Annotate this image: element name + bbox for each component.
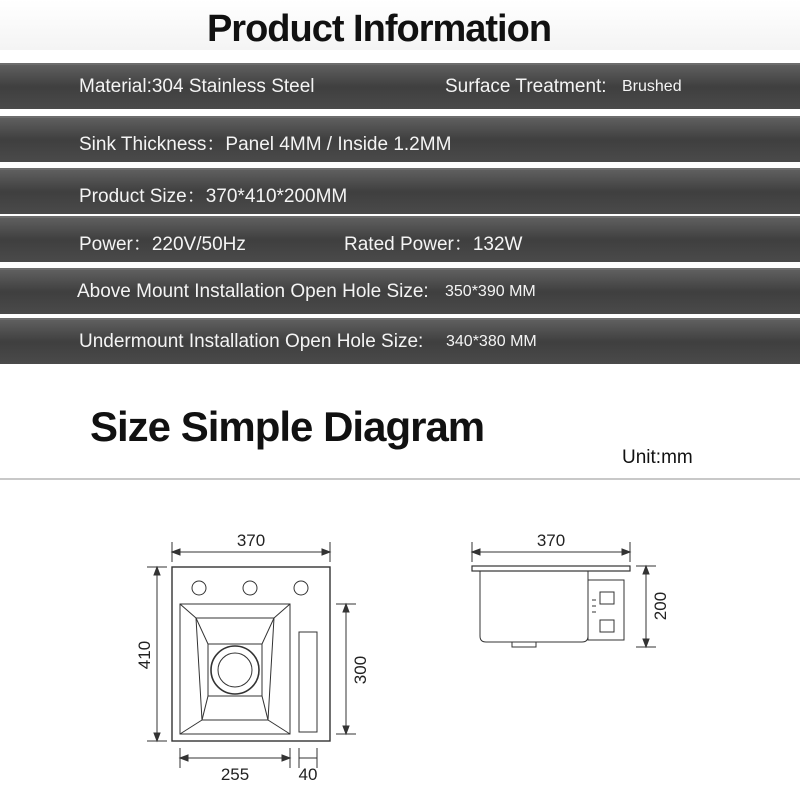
- size-text: Product Size：370*410*200MM: [79, 186, 348, 207]
- power-text: Power：220V/50Hz: [79, 234, 246, 255]
- top-view-sink: [172, 567, 330, 741]
- page-title: Product Information: [206, 8, 552, 50]
- undermount-value: 340*380 MM: [446, 333, 537, 350]
- top-height-label: 410: [135, 640, 154, 670]
- diagram-title: Size Simple Diagram: [90, 403, 485, 450]
- inner-height-label: 300: [351, 655, 370, 685]
- side-width-label: 370: [536, 531, 566, 550]
- above-mount-value: 350*390 MM: [445, 283, 536, 300]
- top-width-label: 370: [236, 531, 266, 550]
- material-text: Material:304 Stainless Steel: [79, 76, 315, 97]
- undermount-label: Undermount Installation Open Hole Size:: [79, 331, 424, 352]
- inner-width-label: 255: [220, 765, 250, 784]
- surface-label: Surface Treatment:: [445, 76, 607, 97]
- rated-power-text: Rated Power：132W: [344, 234, 523, 255]
- thickness-text: Sink Thickness：Panel 4MM / Inside 1.2MM: [79, 134, 452, 155]
- slot-width-label: 40: [298, 765, 318, 784]
- side-height-label: 200: [651, 591, 670, 621]
- side-view-sink: [472, 566, 630, 647]
- surface-value: Brushed: [622, 78, 682, 95]
- unit-label: Unit:mm: [622, 447, 693, 468]
- above-mount-label: Above Mount Installation Open Hole Size:: [77, 281, 429, 302]
